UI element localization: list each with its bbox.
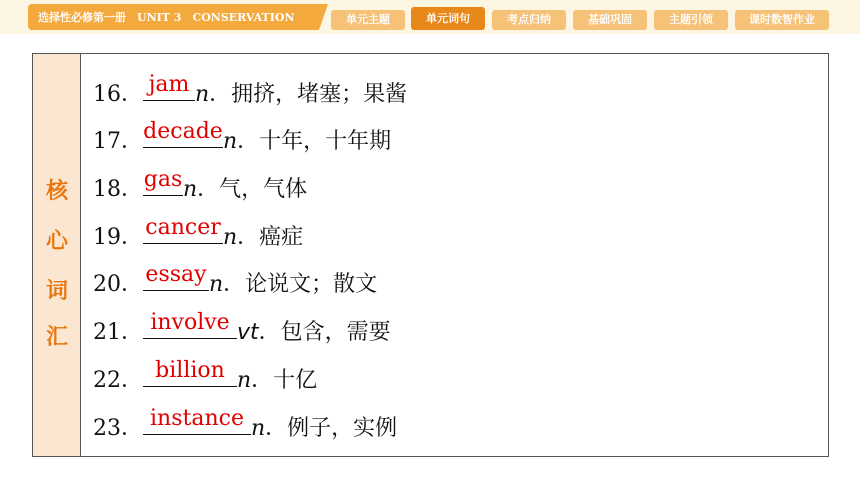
meaning: ．拥挤，堵塞；果酱 (209, 82, 408, 107)
answer-word: involve (150, 310, 230, 335)
answer-word: instance (150, 406, 244, 431)
vocab-item (93, 358, 318, 394)
item-number: 16． (93, 82, 143, 107)
part-of-speech: n (251, 416, 266, 441)
answer-word: gas (143, 167, 183, 192)
answer-blank (143, 119, 223, 148)
part-of-speech: n (237, 368, 252, 393)
vocab-item (93, 72, 408, 108)
answer-word: decade (143, 119, 223, 144)
vocab-item (93, 215, 304, 251)
part-of-speech: n (223, 129, 238, 154)
vocab-item (93, 262, 378, 298)
part-of-speech: n (223, 225, 238, 250)
answer-blank (143, 262, 209, 291)
section-label-char: 汇 (45, 325, 68, 350)
item-number: 17． (93, 129, 143, 154)
vocab-panel (32, 53, 829, 457)
item-number: 20． (93, 272, 143, 297)
answer-blank (143, 167, 183, 196)
nav-digital-homework[interactable]: 课时数智作业 (735, 10, 829, 30)
meaning: ．例子，实例 (265, 416, 398, 441)
answer-blank (143, 215, 223, 244)
item-number: 21． (93, 320, 143, 345)
part-of-speech: n (209, 272, 224, 297)
part-of-speech: vt (237, 320, 259, 345)
nav-theme-guide[interactable]: 主题引领 (654, 10, 728, 30)
answer-blank (143, 72, 195, 101)
meaning: ．包含，需要 (258, 320, 391, 345)
section-label-char: 词 (45, 279, 68, 304)
section-label (33, 54, 81, 456)
answer-blank (143, 310, 237, 339)
section-label-char: 心 (45, 229, 68, 254)
nav-unit-vocabulary[interactable]: 单元词句 (411, 7, 485, 30)
answer-blank (143, 358, 237, 387)
nav-key-points[interactable]: 考点归纳 (492, 10, 566, 30)
nav-unit-theme[interactable]: 单元主题 (331, 10, 405, 30)
top-bar (0, 0, 860, 34)
vocab-item (93, 167, 308, 203)
item-number: 19． (93, 225, 143, 250)
item-number: 18． (93, 177, 143, 202)
part-of-speech: n (183, 177, 198, 202)
meaning: ．论说文；散文 (223, 272, 378, 297)
meaning: ．十亿 (251, 368, 318, 393)
meaning: ．气，气体 (197, 177, 308, 202)
answer-blank (143, 406, 251, 435)
meaning: ．癌症 (237, 225, 304, 250)
vocab-item (93, 310, 391, 346)
nav-basic-consolidation[interactable]: 基础巩固 (573, 10, 647, 30)
answer-word: jam (148, 72, 190, 97)
meaning: ．十年，十年期 (237, 129, 392, 154)
item-number: 23． (93, 416, 143, 441)
unit-title: 选择性必修第一册 UNIT 3 CONSERVATION (38, 11, 295, 24)
answer-word: essay (145, 262, 207, 287)
part-of-speech: n (195, 82, 210, 107)
vocab-item (93, 119, 392, 155)
answer-word: cancer (145, 215, 221, 240)
item-number: 22． (93, 368, 143, 393)
answer-word: billion (155, 358, 225, 383)
section-label-char: 核 (45, 179, 68, 204)
vocab-item (93, 406, 398, 442)
